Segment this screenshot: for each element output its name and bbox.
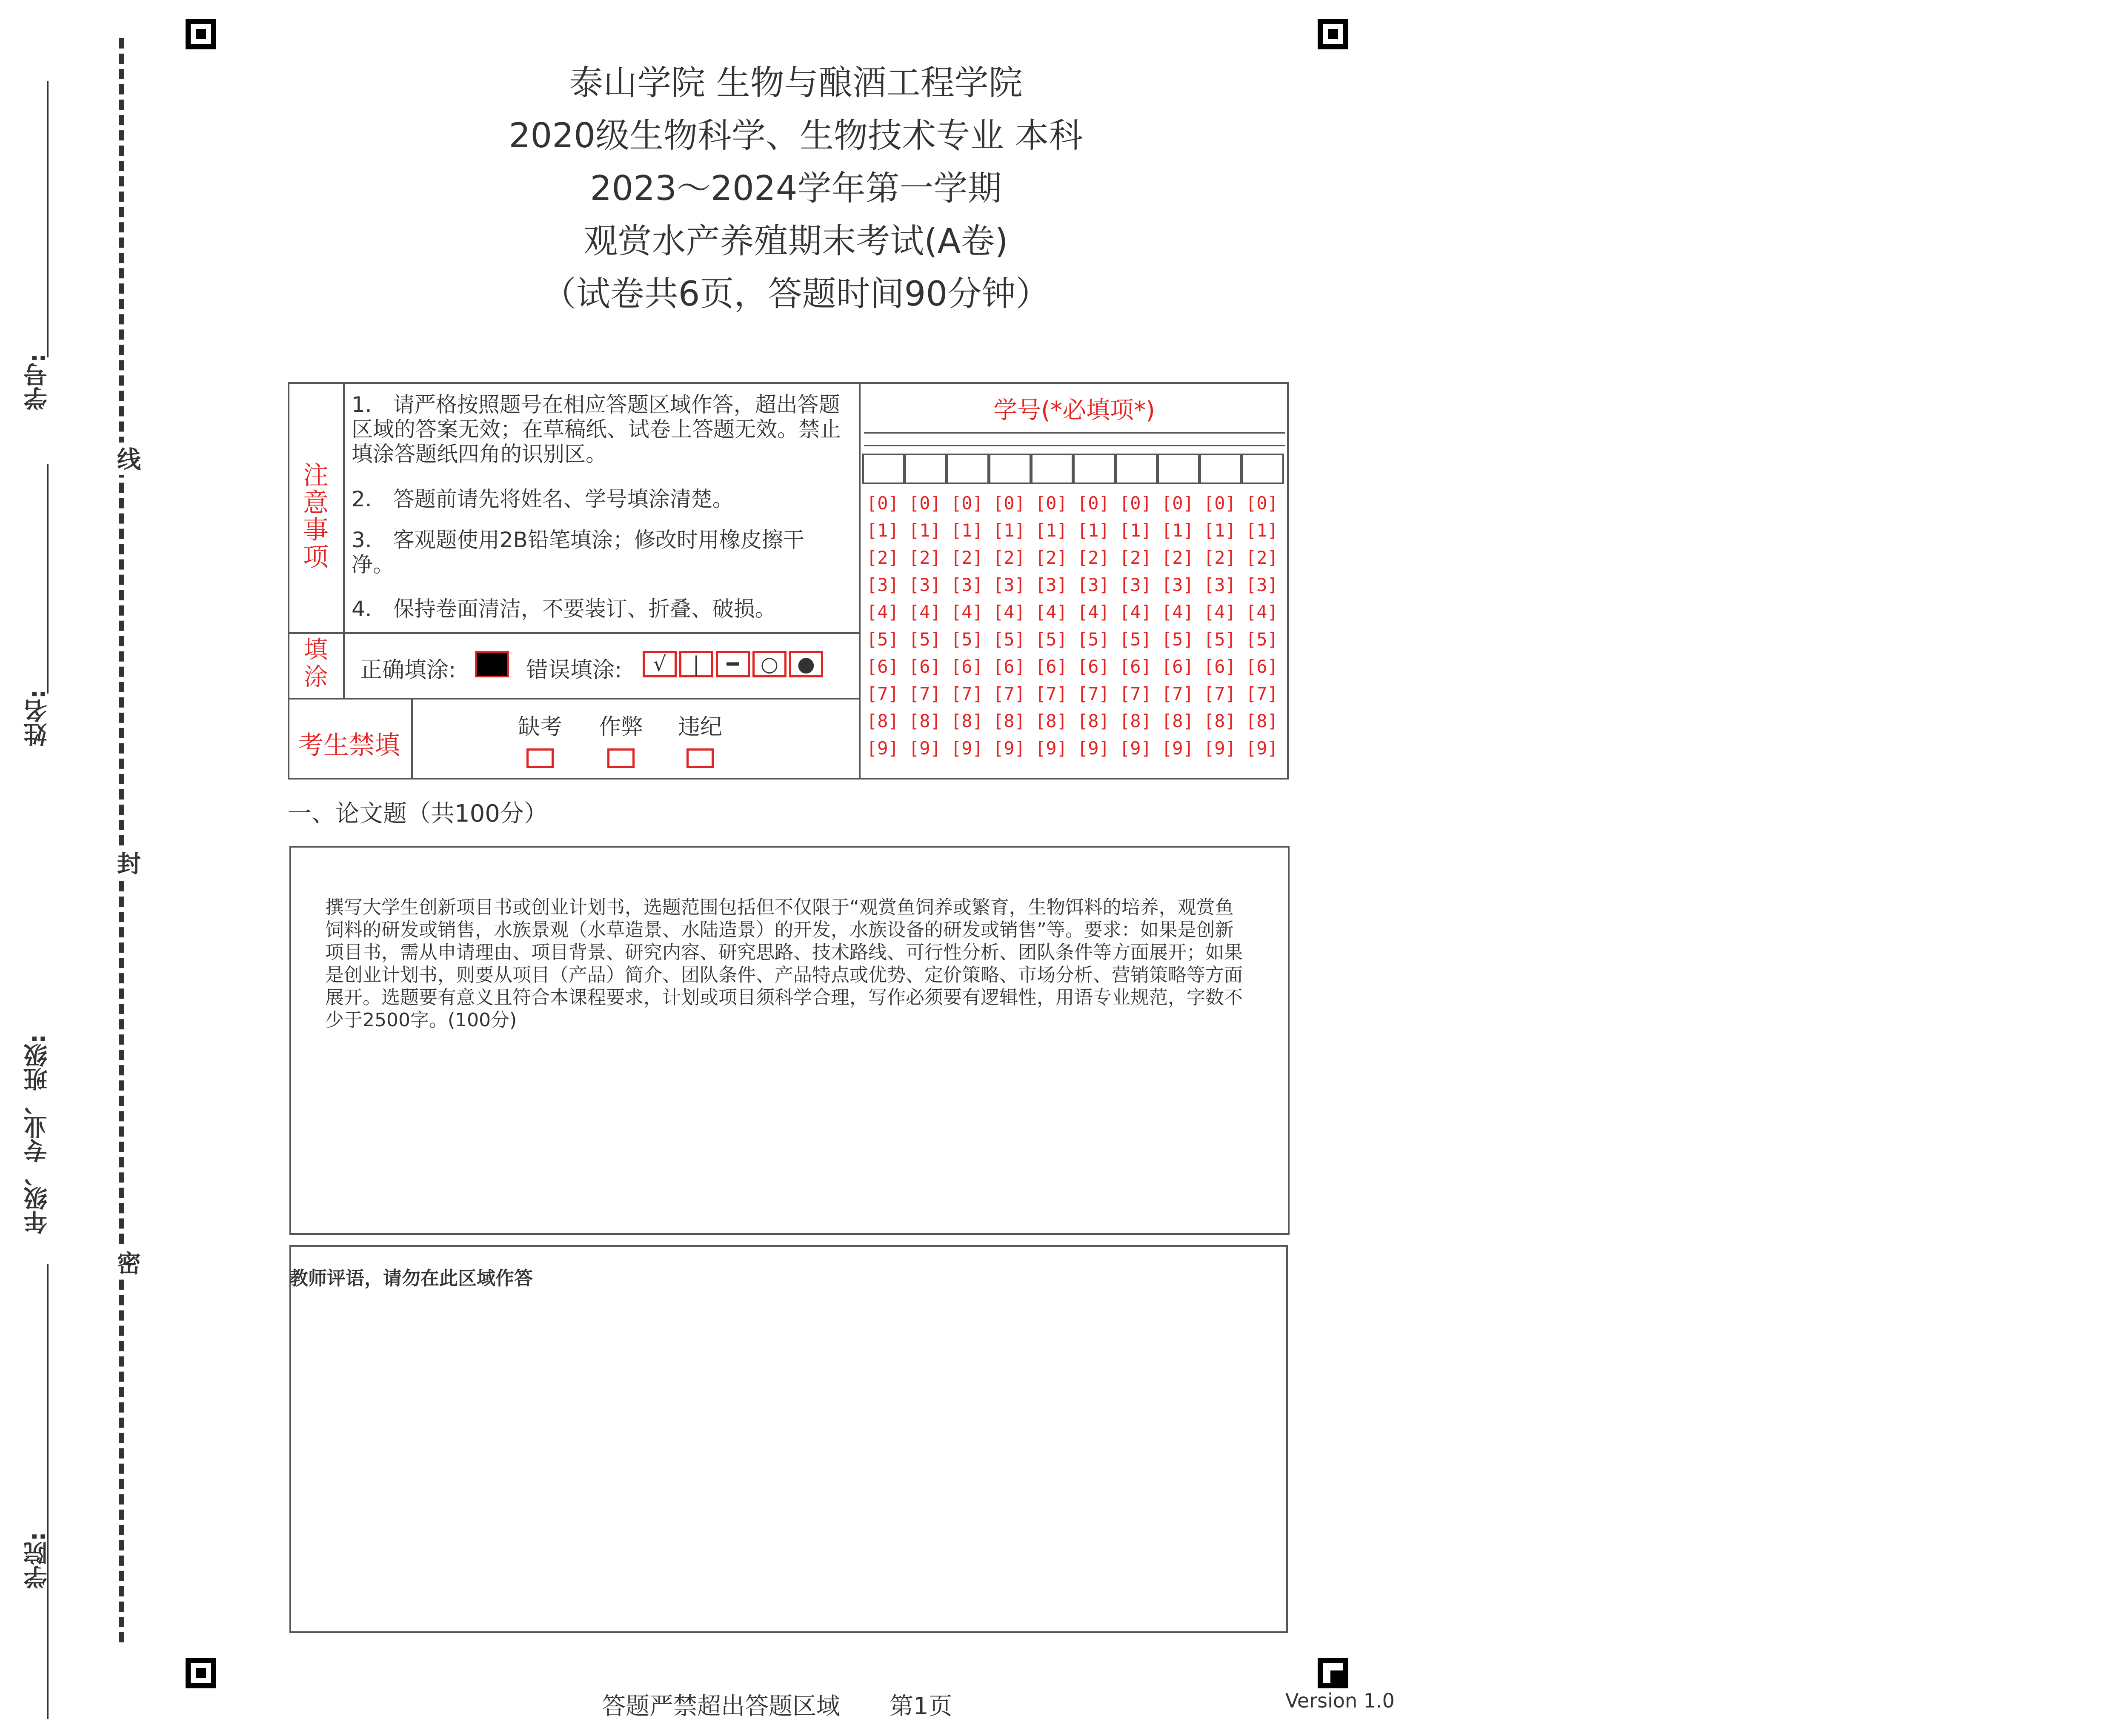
student-id-bubble[interactable]: [5] [1204,629,1236,650]
student-id-bubble[interactable]: [1] [1204,520,1236,541]
student-id-digit-box[interactable] [904,454,947,484]
student-id-bubble[interactable]: [6] [867,656,899,677]
student-id-bubble[interactable]: [3] [951,574,983,595]
student-id-bubble[interactable]: [2] [1204,547,1236,568]
forbidden-cheat-box[interactable] [607,748,635,768]
title-term: 2023～2024学年第一学期 [590,168,1002,208]
student-id-bubble[interactable]: [4] [1161,602,1194,622]
student-id-bubble[interactable]: [6] [1035,656,1067,677]
student-id-bubble[interactable]: [5] [1119,629,1152,650]
title-info: （试卷共6页，答题时间90分钟） [542,274,1050,314]
notice-item-2: 2. 答题前请先将姓名、学号填涂清楚。 [352,487,734,511]
forbidden-violation [677,709,724,770]
seal-text-mi: 密 [110,1247,144,1279]
footer-version: Version 1.0 [1285,1689,1395,1712]
student-id-bubble[interactable]: [6] [993,656,1025,677]
student-id-bubble[interactable]: [4] [1077,602,1110,622]
student-id-bubble[interactable]: [3] [993,574,1025,595]
teacher-comment-label: 教师评语，请勿在此区域作答 [289,1268,533,1289]
section-heading: 一、论文题（共100分） [288,800,548,828]
student-id-bubble[interactable]: [9] [1246,738,1278,759]
student-id-bubble[interactable]: [7] [951,683,983,704]
title-college: 泰山学院 生物与酿酒工程学院 [569,63,1023,103]
student-id-bubble[interactable]: [4] [1204,602,1236,622]
college-line [47,1591,49,1719]
student-id-bubble[interactable]: [7] [1246,683,1278,704]
forbidden-absent-label: 缺考 [518,714,562,740]
student-id-label: 学号: [23,353,51,411]
student-id-bubble[interactable]: [0] [1119,493,1152,514]
student-id-bubble[interactable]: [0] [951,493,983,514]
student-id-bubble[interactable]: [9] [1204,738,1236,759]
student-id-digit-box[interactable] [1031,454,1073,484]
student-id-bubble[interactable]: [0] [1204,493,1236,514]
title-major: 2020级生物科学、生物技术专业 本科 [509,116,1083,155]
student-id-bubble[interactable]: [6] [1119,656,1152,677]
student-id-digit-box[interactable] [1157,454,1200,484]
name-label: 姓名: [23,689,51,747]
notice-row-divider-1 [288,632,860,634]
student-id-digit-box[interactable] [1115,454,1158,484]
student-id-bubble[interactable]: [1] [1119,520,1152,541]
notice-item-4: 4. 保持卷面清洁，不要装订、折叠、破损。 [352,597,776,621]
student-id-bubble[interactable]: [5] [951,629,983,650]
notice-row-divider-2 [288,698,860,700]
student-id-bubble[interactable]: [9] [1161,738,1194,759]
wrong-fill-samples [643,651,823,677]
fill-title: 填涂 [304,636,328,691]
student-id-bubble[interactable]: [2] [951,547,983,568]
student-id-bubble[interactable]: [6] [1077,656,1110,677]
student-id-line [47,81,49,357]
student-id-bubble[interactable]: [6] [1161,656,1194,677]
student-id-bubble[interactable]: [9] [909,738,941,759]
footer-warning: 答题严禁超出答题区域 [602,1693,840,1720]
notice-item-1: 1. 请严格按照题号在相应答题区域作答，超出答题区域的答案无效；在草稿纸、试卷上答题无效。禁止填涂答题纸四角的识别区。 [352,392,841,466]
student-id-bubble[interactable]: [0] [993,493,1025,514]
student-id-bubble[interactable]: [5] [1161,629,1194,650]
student-id-bubble[interactable]: [5] [1246,629,1278,650]
student-id-bubble[interactable]: [7] [909,683,941,704]
student-id-bubble[interactable]: [7] [1119,683,1152,704]
student-id-bubble[interactable]: [9] [867,738,899,759]
student-id-bubble[interactable]: [1] [867,520,899,541]
title-exam: 观赏水产养殖期末考试(A卷) [583,221,1008,261]
student-id-bubble[interactable]: [0] [1161,493,1194,514]
student-id-bubble[interactable]: [8] [1077,711,1110,731]
student-id-bubble[interactable]: [8] [1119,711,1152,731]
forbidden-violation-label: 违纪 [678,714,722,740]
student-id-bubble[interactable]: [2] [909,547,941,568]
student-id-bubble[interactable]: [3] [1246,574,1278,595]
registration-mark-top-center [1318,19,1348,49]
student-id-bubble[interactable]: [4] [993,602,1025,622]
forbidden-violation-box[interactable] [686,748,714,768]
student-id-bubble[interactable]: [4] [951,602,983,622]
student-id-digit-box[interactable] [947,454,989,484]
student-id-bubble[interactable]: [1] [1246,520,1278,541]
student-id-bubble[interactable]: [3] [1077,574,1110,595]
student-id-bubble[interactable]: [9] [1119,738,1152,759]
student-id-bubble[interactable]: [9] [1077,738,1110,759]
student-id-bubble[interactable]: [0] [1077,493,1110,514]
student-id-bubble[interactable]: [8] [1161,711,1194,731]
seal-dashed-line [119,38,129,1642]
student-id-title: 学号(*必填项*) [993,397,1155,424]
student-id-bubble[interactable]: [0] [867,493,899,514]
college-label: 学院: [23,1532,51,1589]
forbidden-absent [517,709,563,770]
student-id-digit-box[interactable] [1073,454,1115,484]
registration-mark-bottom-left [186,1658,216,1688]
student-id-bubble[interactable]: [9] [1035,738,1067,759]
student-id-digit-box[interactable] [862,454,905,484]
student-id-bubble[interactable]: [3] [909,574,941,595]
student-id-bubble[interactable]: [0] [1035,493,1067,514]
student-id-digit-box[interactable] [1199,454,1242,484]
student-id-title-underline-1 [864,432,1285,434]
student-id-bubble[interactable]: [1] [951,520,983,541]
student-id-bubble[interactable]: [5] [909,629,941,650]
student-id-bubble[interactable]: [3] [1119,574,1152,595]
essay-question-text: 撰写大学生创新项目书或创业计划书，选题范围包括但不仅限于“观赏鱼饲养或繁育，生物饵料的培养，观赏鱼饲料的研发或销售，水族景观（水草造景、水陆造景）的开发，水族设备的研发或销售”等。要求：如果是创新项目书，需从申请理由、项目背景、研究内容、研究思路、技术路线、可行性分析、团队条件等方面展开；如果是创业计划书，则要从项目（产品）简介、团队条件、产品特点或优势、定价策略、市场分析、营销策略等方面展开。选题要有意义且符合本课程要求，计划或项目须科学合理，写作必须要有逻辑性，用语专业规范，字数不少于2500字。(100分) [325,897,1243,1031]
student-id-bubble[interactable]: [2] [993,547,1025,568]
student-id-bubble[interactable]: [0] [1246,493,1278,514]
student-id-bubble[interactable]: [4] [867,602,899,622]
student-id-bubble[interactable]: [3] [1035,574,1067,595]
student-id-bubble[interactable]: [8] [993,711,1025,731]
wrong-fill-label: 错误填涂: [526,657,622,683]
name-line [47,464,49,694]
student-id-bubble[interactable]: [5] [867,629,899,650]
student-id-bubble[interactable]: [1] [909,520,941,541]
forbidden-label-column [411,698,413,779]
student-id-bubble[interactable]: [4] [1035,602,1067,622]
student-id-bubble[interactable]: [7] [867,683,899,704]
student-id-bubble[interactable]: [6] [909,656,941,677]
class-label: 年级、专业、班级: [23,1034,51,1234]
student-id-bubble[interactable]: [6] [1204,656,1236,677]
student-id-bubble[interactable]: [9] [951,738,983,759]
student-id-bubble[interactable]: [7] [1204,683,1236,704]
student-id-bubble[interactable]: [8] [951,711,983,731]
student-id-bubble[interactable]: [8] [1035,711,1067,731]
student-id-title-underline-2 [864,445,1285,446]
student-id-bubble[interactable]: [2] [867,547,899,568]
forbidden-cheat-label: 作弊 [598,714,643,740]
teacher-comment-box [289,1245,1288,1633]
wrong-mark-circle: ○ [752,651,787,677]
notice-divider [859,382,861,779]
student-id-bubble[interactable]: [3] [867,574,899,595]
student-id-digit-box[interactable] [989,454,1031,484]
wrong-mark-dot: ● [789,651,823,677]
student-id-bubble[interactable]: [4] [1246,602,1278,622]
student-id-bubble[interactable]: [7] [1035,683,1067,704]
footer-page-number: 第1页 [890,1693,952,1720]
student-id-bubble[interactable]: [1] [1035,520,1067,541]
student-id-bubble[interactable]: [0] [909,493,941,514]
notice-label-column [343,382,345,699]
wrong-mark-check: √ [643,651,677,677]
student-id-bubble[interactable]: [9] [993,738,1025,759]
student-id-bubble[interactable]: [1] [1077,520,1110,541]
student-id-bubble[interactable]: [7] [993,683,1025,704]
student-id-bubble[interactable]: [4] [1119,602,1152,622]
student-id-bubble[interactable]: [8] [867,711,899,731]
student-id-bubble[interactable]: [3] [1204,574,1236,595]
forbidden-title: 考生禁填 [298,731,400,760]
student-id-bubble[interactable]: [2] [1077,547,1110,568]
correct-fill-sample [475,651,509,677]
student-id-bubble[interactable]: [7] [1077,683,1110,704]
notice-title: 注意事项 [303,461,329,572]
correct-fill-label: 正确填涂: [360,657,456,683]
forbidden-cheat [598,709,644,770]
student-id-bubble[interactable]: [5] [993,629,1025,650]
student-id-bubble[interactable]: [6] [951,656,983,677]
student-id-bubble[interactable]: [8] [1246,711,1278,731]
notice-item-3: 3. 客观题使用2B铅笔填涂；修改时用橡皮擦干净。 [352,528,804,577]
student-id-bubble[interactable]: [2] [1035,547,1067,568]
student-id-bubble[interactable]: [5] [1077,629,1110,650]
student-id-bubble[interactable]: [2] [1119,547,1152,568]
student-id-digit-box[interactable] [1241,454,1284,484]
registration-mark-top-left [186,19,216,49]
student-id-bubble[interactable]: [3] [1161,574,1194,595]
seal-text-feng: 封 [110,847,144,879]
student-id-bubble[interactable]: [2] [1161,547,1194,568]
wrong-mark-dash: ━ [716,651,750,677]
student-id-bubble[interactable]: [8] [1204,711,1236,731]
student-id-bubble[interactable]: [1] [1161,520,1194,541]
student-id-bubble[interactable]: [7] [1161,683,1194,704]
wrong-mark-bar: | [679,651,713,677]
forbidden-absent-box[interactable] [526,748,554,768]
student-id-bubble[interactable]: [6] [1246,656,1278,677]
seal-text-line: 线 [110,443,144,475]
student-id-bubble[interactable]: [8] [909,711,941,731]
student-id-bubble[interactable]: [5] [1035,629,1067,650]
student-id-bubble[interactable]: [2] [1246,547,1278,568]
student-id-bubble[interactable]: [1] [993,520,1025,541]
registration-mark-bottom-center [1318,1658,1348,1688]
student-id-bubble[interactable]: [4] [909,602,941,622]
